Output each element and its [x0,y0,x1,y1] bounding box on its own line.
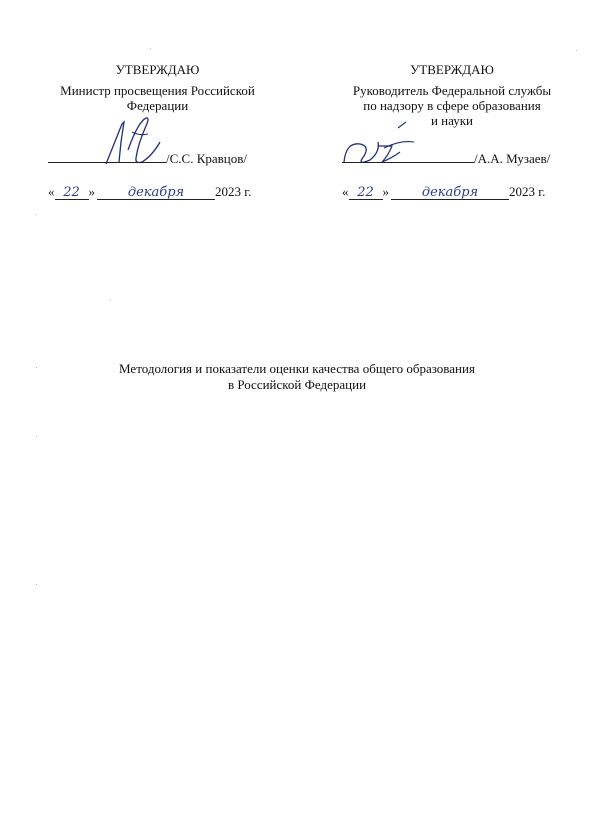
right-date-month: декабря [391,187,509,200]
left-signer-line [48,150,247,166]
left-date-year: 2023 г. [215,184,252,199]
right-date-day: 22 [349,187,383,200]
scan-speck [36,436,37,437]
scan-speck [36,214,37,215]
scan-speck [36,584,37,585]
right-signer-name: /А.А. Музаев/ [474,151,551,166]
right-date-line [342,184,545,200]
right-approval-block [332,62,572,128]
document-title [80,361,514,393]
left-date-line [48,184,251,200]
left-date-day: 22 [55,187,89,200]
right-approve-heading: УТВЕРЖДАЮ [410,62,494,77]
left-date-close-quote: » [88,184,95,199]
right-date-year: 2023 г. [509,184,546,199]
right-position-line2: по надзору в сфере образования [363,98,541,113]
left-position-line1: Министр просвещения Российской [60,83,255,98]
scan-speck [576,50,577,51]
scan-speck [150,48,151,49]
left-signature-underline [48,150,166,163]
right-signature-underline [342,150,474,163]
left-date-month: декабря [97,187,215,200]
document-title-line2: в Российской Федерации [227,377,367,392]
document-title-line1: Методология и показатели оценки качества общего образования [119,361,475,376]
left-date-open-quote: « [48,184,55,199]
right-position-line3: и науки [430,113,474,128]
right-date-close-quote: » [382,184,389,199]
right-position-line1: Руководитель Федеральной службы [352,83,552,98]
left-approve-heading: УТВЕРЖДАЮ [115,62,200,77]
left-signer-name: /С.С. Кравцов/ [166,151,247,166]
scan-speck [36,367,37,368]
left-position-line2: Федерации [126,98,189,113]
left-approval-block [40,62,275,113]
right-date-open-quote: « [342,184,349,199]
scan-speck [110,300,111,301]
right-signer-line [342,150,550,166]
